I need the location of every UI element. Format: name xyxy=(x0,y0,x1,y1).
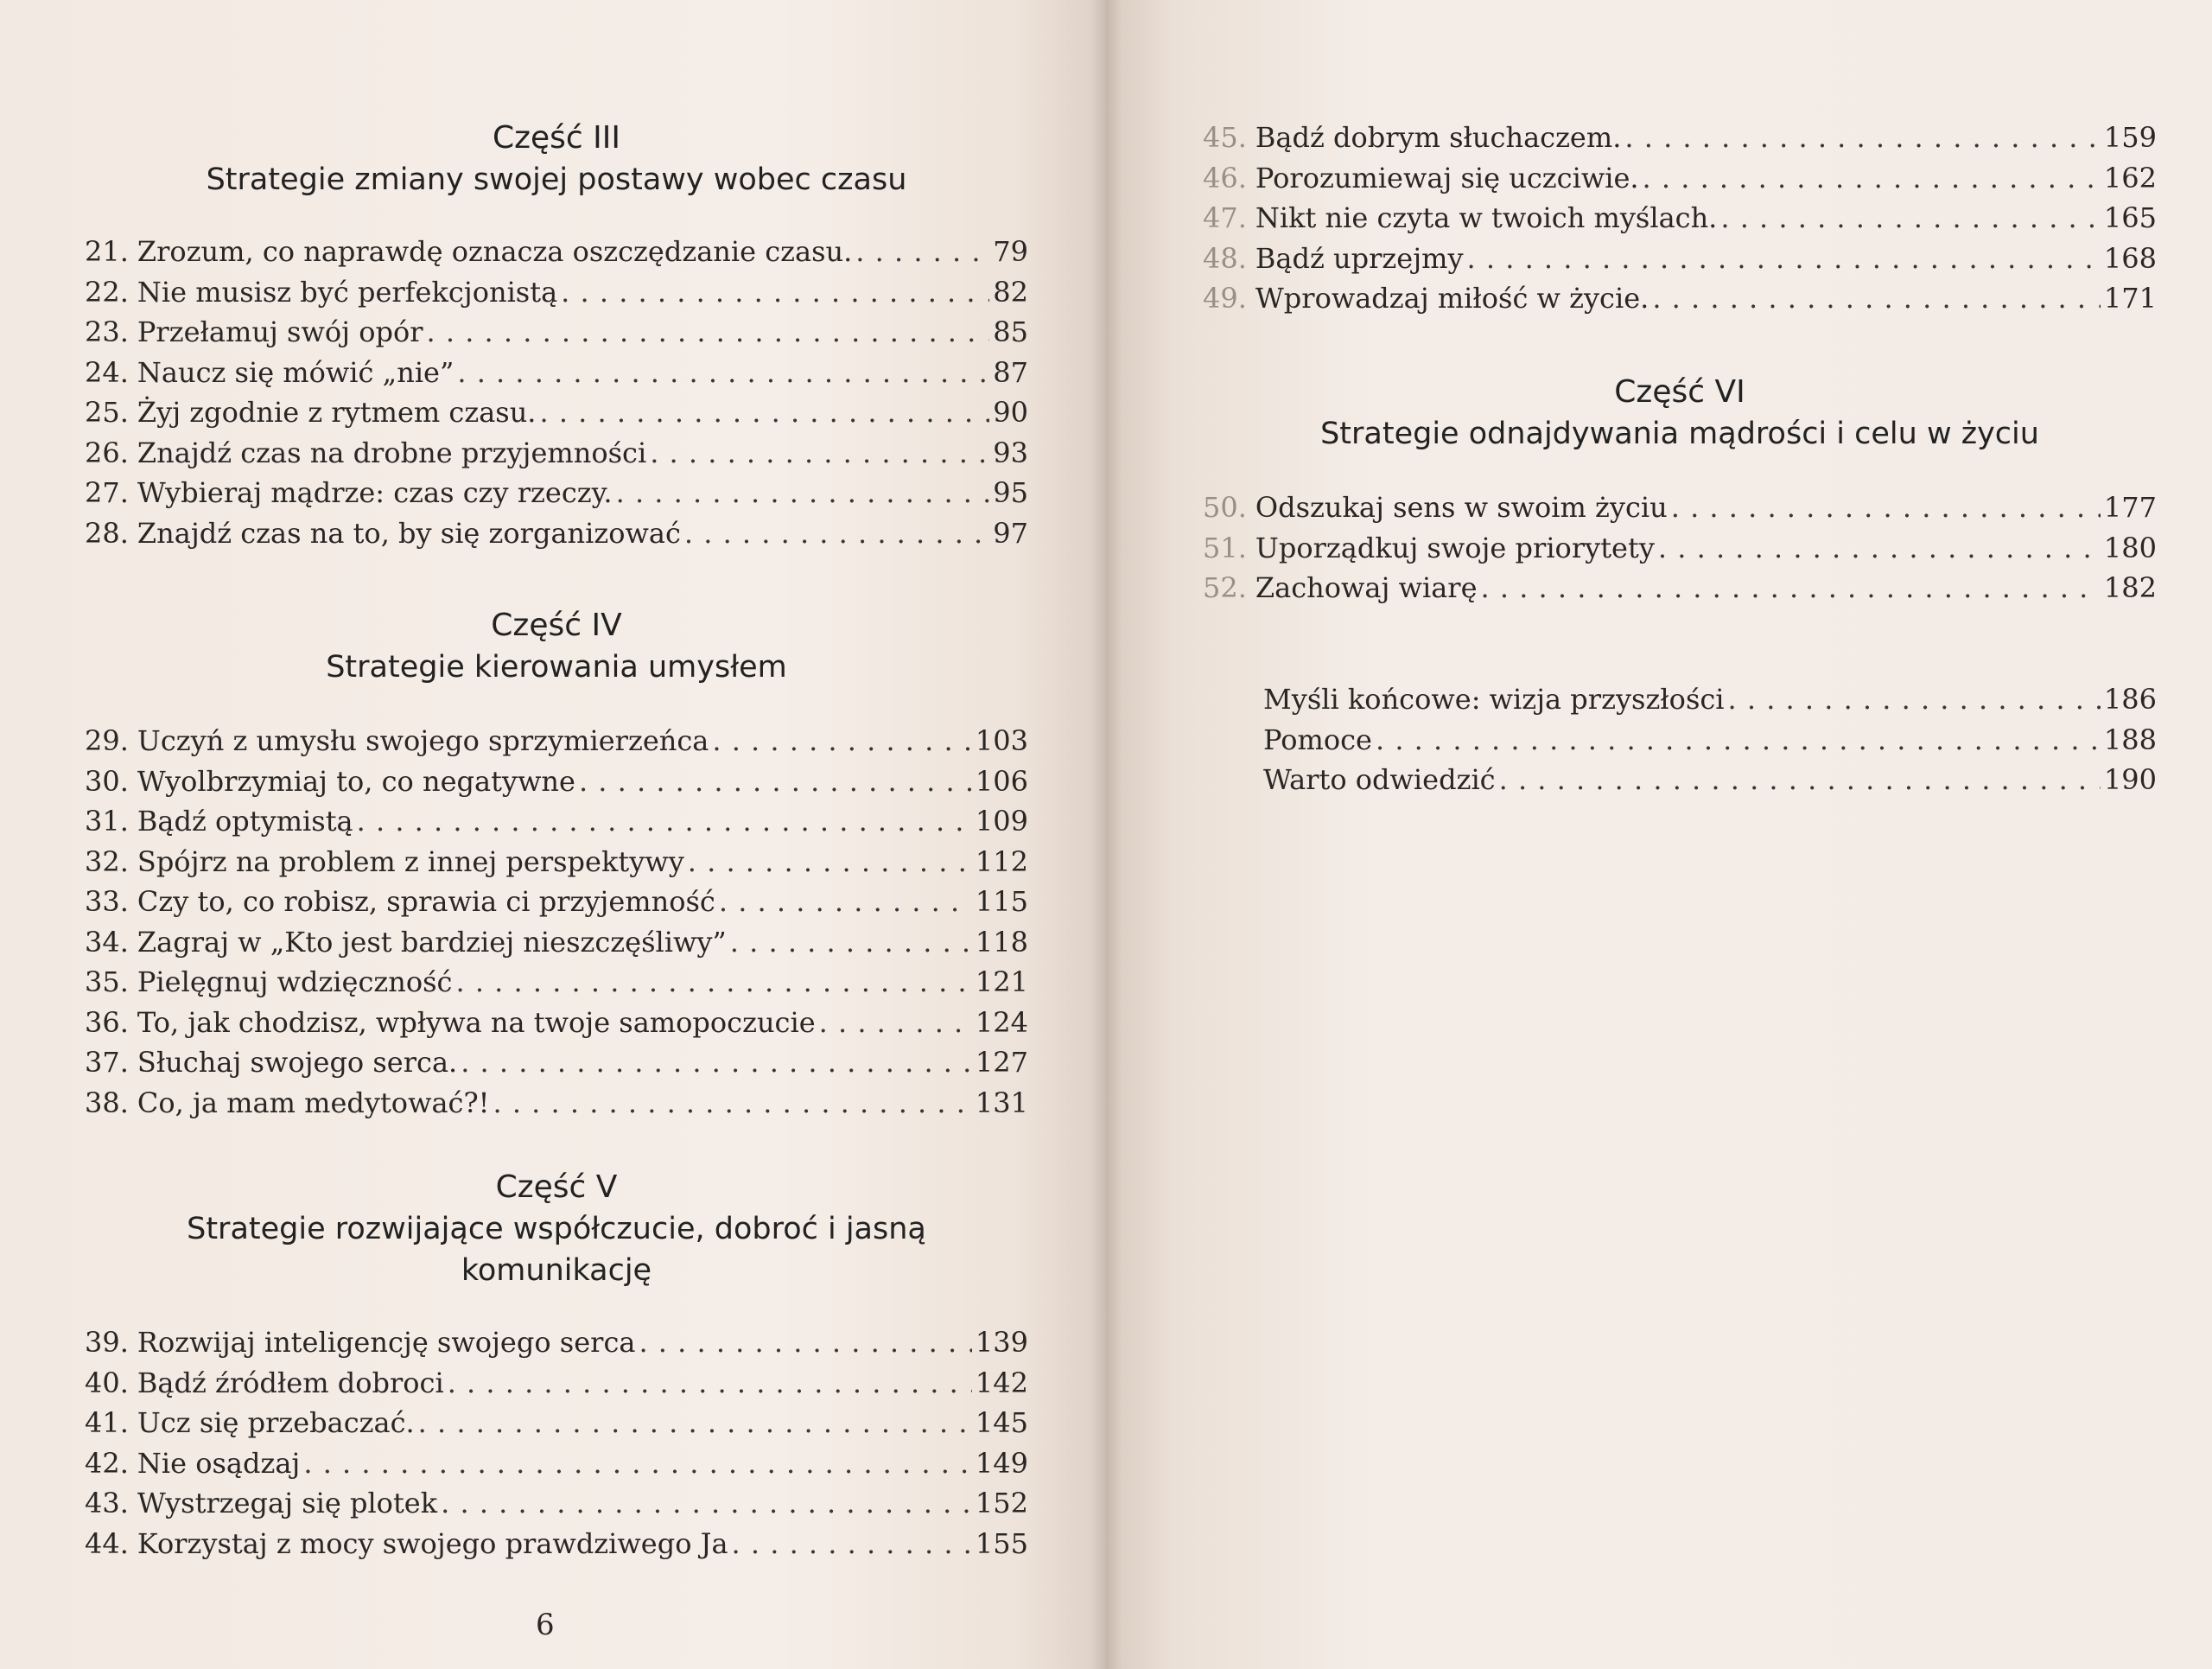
part-3 xyxy=(85,118,1028,553)
entry-number: 44. xyxy=(85,1526,129,1560)
entry-title: Warto odwiedzić xyxy=(1263,763,1496,796)
entry-number: 27. xyxy=(85,476,129,509)
entry-title: Ucz się przebaczać. xyxy=(137,1406,415,1439)
entry-page: 142 xyxy=(975,1366,1028,1399)
entry-title: Porozumiewaj się uczciwie. xyxy=(1255,161,1639,194)
toc-entry[interactable] xyxy=(85,1083,1028,1124)
toc-entry[interactable] xyxy=(85,513,1028,554)
part-6-subtitle: Strategie odnajdywania mądrości i celu w życiu xyxy=(1320,417,2039,451)
entry-number: 52. xyxy=(1203,571,1247,604)
entry-number: 24. xyxy=(85,355,129,389)
dot-leader xyxy=(1728,679,2101,720)
entry-page: 82 xyxy=(993,275,1028,309)
entry-page: 106 xyxy=(975,764,1028,798)
toc-entry[interactable] xyxy=(85,433,1028,474)
entry-number: 35. xyxy=(85,965,129,998)
entry-number: 26. xyxy=(85,436,129,469)
entry-page: 180 xyxy=(2103,531,2157,564)
entry-page: 149 xyxy=(975,1446,1028,1480)
entry-page: 155 xyxy=(975,1526,1028,1560)
dot-leader xyxy=(561,272,989,313)
entry-number: 29. xyxy=(85,724,129,757)
entry-title: Nikt nie czyta w twoich myślach. xyxy=(1255,201,1718,234)
entry-title: Zachowaj wiarę xyxy=(1255,571,1478,604)
toc-entry[interactable] xyxy=(85,1443,1028,1484)
entry-title: Wystrzegaj się plotek xyxy=(137,1487,438,1519)
entry-page: 124 xyxy=(975,1005,1028,1039)
entry-title: Spójrz na problem z innej perspektywy xyxy=(137,844,684,878)
part-6 xyxy=(1203,372,2157,608)
entry-number: 41. xyxy=(85,1406,129,1439)
dot-leader xyxy=(855,232,989,272)
toc-entry[interactable] xyxy=(1203,528,2157,569)
toc-entry[interactable] xyxy=(85,1042,1028,1083)
part-5-subtitle-line2: komunikację xyxy=(461,1253,652,1288)
entry-number: 50. xyxy=(1203,491,1247,524)
dot-leader xyxy=(1671,487,2101,528)
entry-page: 159 xyxy=(2103,121,2157,154)
entry-page: 182 xyxy=(2103,571,2157,604)
entry-number: 51. xyxy=(1203,531,1247,564)
entry-number: 36. xyxy=(85,1005,129,1039)
toc-entry[interactable] xyxy=(85,1403,1028,1443)
entry-page: 139 xyxy=(975,1326,1028,1359)
entry-page: 171 xyxy=(2103,282,2157,315)
back-matter-entries xyxy=(1263,679,2157,800)
part-4-entries xyxy=(85,721,1028,1123)
dot-leader xyxy=(357,801,972,842)
entry-number: 43. xyxy=(85,1487,129,1519)
entry-number: 32. xyxy=(85,844,129,878)
entry-number: 40. xyxy=(85,1366,129,1399)
entry-page: 186 xyxy=(2103,683,2157,716)
entry-number: 23. xyxy=(85,315,129,348)
entry-title: Znajdź czas na to, by się zorganizować xyxy=(137,516,681,550)
entry-title: Słuchaj swojego serca. xyxy=(137,1046,458,1079)
entry-title: Wyolbrzymiaj to, co negatywne xyxy=(137,764,575,798)
entry-title: Bądź źródłem dobroci xyxy=(137,1366,444,1399)
dot-leader xyxy=(1624,118,2101,158)
entry-title: Uporządkuj swoje priorytety xyxy=(1255,531,1655,564)
toc-entry[interactable] xyxy=(85,882,1028,922)
part-6-entries xyxy=(1203,487,2157,608)
toc-entry[interactable] xyxy=(1203,568,2157,608)
entry-title: Bądź uprzejmy xyxy=(1255,241,1464,275)
entry-page: 121 xyxy=(975,965,1028,998)
toc-entry[interactable] xyxy=(85,1524,1028,1564)
toc-entry[interactable] xyxy=(1203,239,2157,279)
part-3-heading: Część III xyxy=(492,120,621,156)
dot-leader xyxy=(712,721,972,761)
toc-entry[interactable] xyxy=(1203,158,2157,199)
entry-page: 190 xyxy=(2103,763,2157,796)
dot-leader xyxy=(688,842,972,882)
toc-entry[interactable] xyxy=(85,721,1028,761)
dot-leader xyxy=(461,1042,972,1083)
toc-entry[interactable] xyxy=(85,761,1028,802)
entry-title: Co, ja mam medytować?! xyxy=(137,1086,490,1119)
entry-number: 38. xyxy=(85,1086,129,1119)
toc-entry[interactable] xyxy=(1263,679,2157,720)
entry-title: Uczyń z umysłu swojego sprzymierzeńca xyxy=(137,724,709,757)
dot-leader xyxy=(303,1443,972,1484)
entry-title: Czy to, co robisz, sprawia ci przyjemność xyxy=(137,885,715,918)
dot-leader xyxy=(639,1322,971,1363)
part-5 xyxy=(85,1167,1028,1564)
entry-number: 42. xyxy=(85,1446,129,1480)
entry-page: 90 xyxy=(993,396,1028,429)
toc-entry[interactable] xyxy=(1263,720,2157,761)
part-4-heading: Część IV xyxy=(491,608,622,643)
entry-number: 34. xyxy=(85,925,129,959)
entry-number: 31. xyxy=(85,805,129,838)
book-gutter xyxy=(1090,0,1122,1669)
entry-title: Wprowadzaj miłość w życie. xyxy=(1255,282,1649,315)
dot-leader xyxy=(719,882,972,922)
dot-leader xyxy=(1481,568,2101,608)
entry-title: Znajdź czas na drobne przyjemności xyxy=(137,436,647,469)
dot-leader xyxy=(457,353,989,393)
entry-page: 109 xyxy=(975,805,1028,838)
dot-leader xyxy=(730,922,972,963)
entry-page: 115 xyxy=(975,885,1028,918)
dot-leader xyxy=(441,1483,972,1524)
entry-page: 177 xyxy=(2103,491,2157,524)
entry-number: 22. xyxy=(85,275,129,309)
dot-leader xyxy=(1720,198,2101,239)
entry-page: 131 xyxy=(975,1086,1028,1119)
part-5-subtitle-line1: Strategie rozwijające współczucie, dobroć i jasną xyxy=(187,1212,926,1246)
toc-entry[interactable] xyxy=(85,232,1028,272)
entry-number: 46. xyxy=(1203,161,1247,194)
entry-title: Pomoce xyxy=(1263,723,1372,756)
dot-leader xyxy=(1467,239,2101,279)
entry-number: 39. xyxy=(85,1326,129,1359)
entry-page: 127 xyxy=(975,1046,1028,1079)
dot-leader xyxy=(427,312,990,353)
dot-leader xyxy=(1652,278,2101,319)
entry-title: Żyj zgodnie z rytmem czasu. xyxy=(137,396,537,429)
toc-entry[interactable] xyxy=(1263,760,2157,800)
part-5-heading: Część V xyxy=(495,1169,618,1205)
entry-title: Pielęgnuj wdzięczność xyxy=(137,965,453,998)
part-3-entries xyxy=(85,232,1028,553)
part-5-continued-entries xyxy=(1203,118,2157,319)
entry-number: 45. xyxy=(1203,121,1247,154)
dot-leader xyxy=(455,962,971,1003)
dot-leader xyxy=(1643,158,2101,199)
toc-entry[interactable] xyxy=(85,1363,1028,1404)
dot-leader xyxy=(1658,528,2101,569)
dot-leader xyxy=(684,513,989,554)
entry-number: 49. xyxy=(1203,282,1247,315)
entry-number: 25. xyxy=(85,396,129,429)
entry-title: Naucz się mówić „nie” xyxy=(137,355,454,389)
part-4-subtitle: Strategie kierowania umysłem xyxy=(326,650,787,685)
entry-page: 95 xyxy=(993,476,1028,509)
dot-leader xyxy=(493,1083,971,1124)
part-4 xyxy=(85,605,1028,1123)
entry-number: 47. xyxy=(1203,201,1247,234)
entry-title: Korzystaj z mocy swojego prawdziwego Ja xyxy=(137,1526,728,1560)
entry-page: 112 xyxy=(975,844,1028,878)
toc-entry[interactable] xyxy=(85,392,1028,433)
toc-entry[interactable] xyxy=(85,312,1028,353)
entry-title: Rozwijaj inteligencję swojego serca xyxy=(137,1326,636,1359)
entry-page: 188 xyxy=(2103,723,2157,756)
toc-entry[interactable] xyxy=(85,801,1028,842)
entry-title: Zrozum, co naprawdę oznacza oszczędzanie czasu. xyxy=(137,235,853,268)
entry-page: 87 xyxy=(993,355,1028,389)
entry-title: Nie osądzaj xyxy=(137,1446,301,1480)
entry-title: Odszukaj sens w swoim życiu xyxy=(1255,491,1668,524)
toc-entry[interactable] xyxy=(85,842,1028,882)
part-3-subtitle: Strategie zmiany swojej postawy wobec czasu xyxy=(206,162,907,197)
toc-entry[interactable] xyxy=(85,353,1028,393)
dot-leader xyxy=(418,1403,972,1443)
entry-page: 85 xyxy=(993,315,1028,348)
toc-entry[interactable] xyxy=(1203,487,2157,528)
entry-title: Wybieraj mądrze: czas czy rzeczy. xyxy=(137,476,613,509)
entry-title: Bądź dobrym słuchaczem. xyxy=(1255,121,1622,154)
entry-number: 33. xyxy=(85,885,129,918)
toc-entry[interactable] xyxy=(85,272,1028,313)
toc-entry[interactable] xyxy=(85,473,1028,513)
dot-leader xyxy=(650,433,989,474)
dot-leader xyxy=(539,392,989,433)
entry-number: 21. xyxy=(85,235,129,268)
toc-entry[interactable] xyxy=(85,1322,1028,1363)
part-5-entries xyxy=(85,1322,1028,1564)
entry-page: 152 xyxy=(975,1487,1028,1519)
entry-title: Bądź optymistą xyxy=(137,805,353,838)
entry-title: Zagraj w „Kto jest bardziej nieszczęśliwy” xyxy=(137,925,727,959)
toc-entry[interactable] xyxy=(85,1003,1028,1043)
toc-entry[interactable] xyxy=(85,1483,1028,1524)
dot-leader xyxy=(579,761,972,802)
page-number: 6 xyxy=(536,1608,555,1642)
entry-page: 145 xyxy=(975,1406,1028,1439)
entry-number: 37. xyxy=(85,1046,129,1079)
toc-entry[interactable] xyxy=(1203,118,2157,158)
dot-leader xyxy=(616,473,990,513)
entry-page: 93 xyxy=(993,436,1028,469)
toc-entry[interactable] xyxy=(85,922,1028,963)
dot-leader xyxy=(1499,760,2101,800)
entry-title: To, jak chodzisz, wpływa na twoje samopoczucie xyxy=(137,1005,816,1039)
dot-leader xyxy=(448,1363,972,1404)
entry-page: 79 xyxy=(993,235,1028,268)
toc-entry[interactable] xyxy=(1203,198,2157,239)
dot-leader xyxy=(1376,720,2101,761)
entry-page: 162 xyxy=(2103,161,2157,194)
entry-number: 28. xyxy=(85,516,129,550)
entry-number: 48. xyxy=(1203,241,1247,275)
entry-page: 103 xyxy=(975,724,1028,757)
dot-leader xyxy=(732,1524,972,1564)
entry-page: 165 xyxy=(2103,201,2157,234)
entry-title: Nie musisz być perfekcjonistą xyxy=(137,275,558,309)
entry-page: 97 xyxy=(993,516,1028,550)
toc-entry[interactable] xyxy=(1203,278,2157,319)
entry-number: 30. xyxy=(85,764,129,798)
toc-entry[interactable] xyxy=(85,962,1028,1003)
part-6-heading: Część VI xyxy=(1614,374,1745,410)
entry-title: Myśli końcowe: wizja przyszłości xyxy=(1263,683,1725,716)
entry-page: 168 xyxy=(2103,241,2157,275)
entry-title: Przełamuj swój opór xyxy=(137,315,423,348)
dot-leader xyxy=(819,1003,972,1043)
entry-page: 118 xyxy=(975,925,1028,959)
